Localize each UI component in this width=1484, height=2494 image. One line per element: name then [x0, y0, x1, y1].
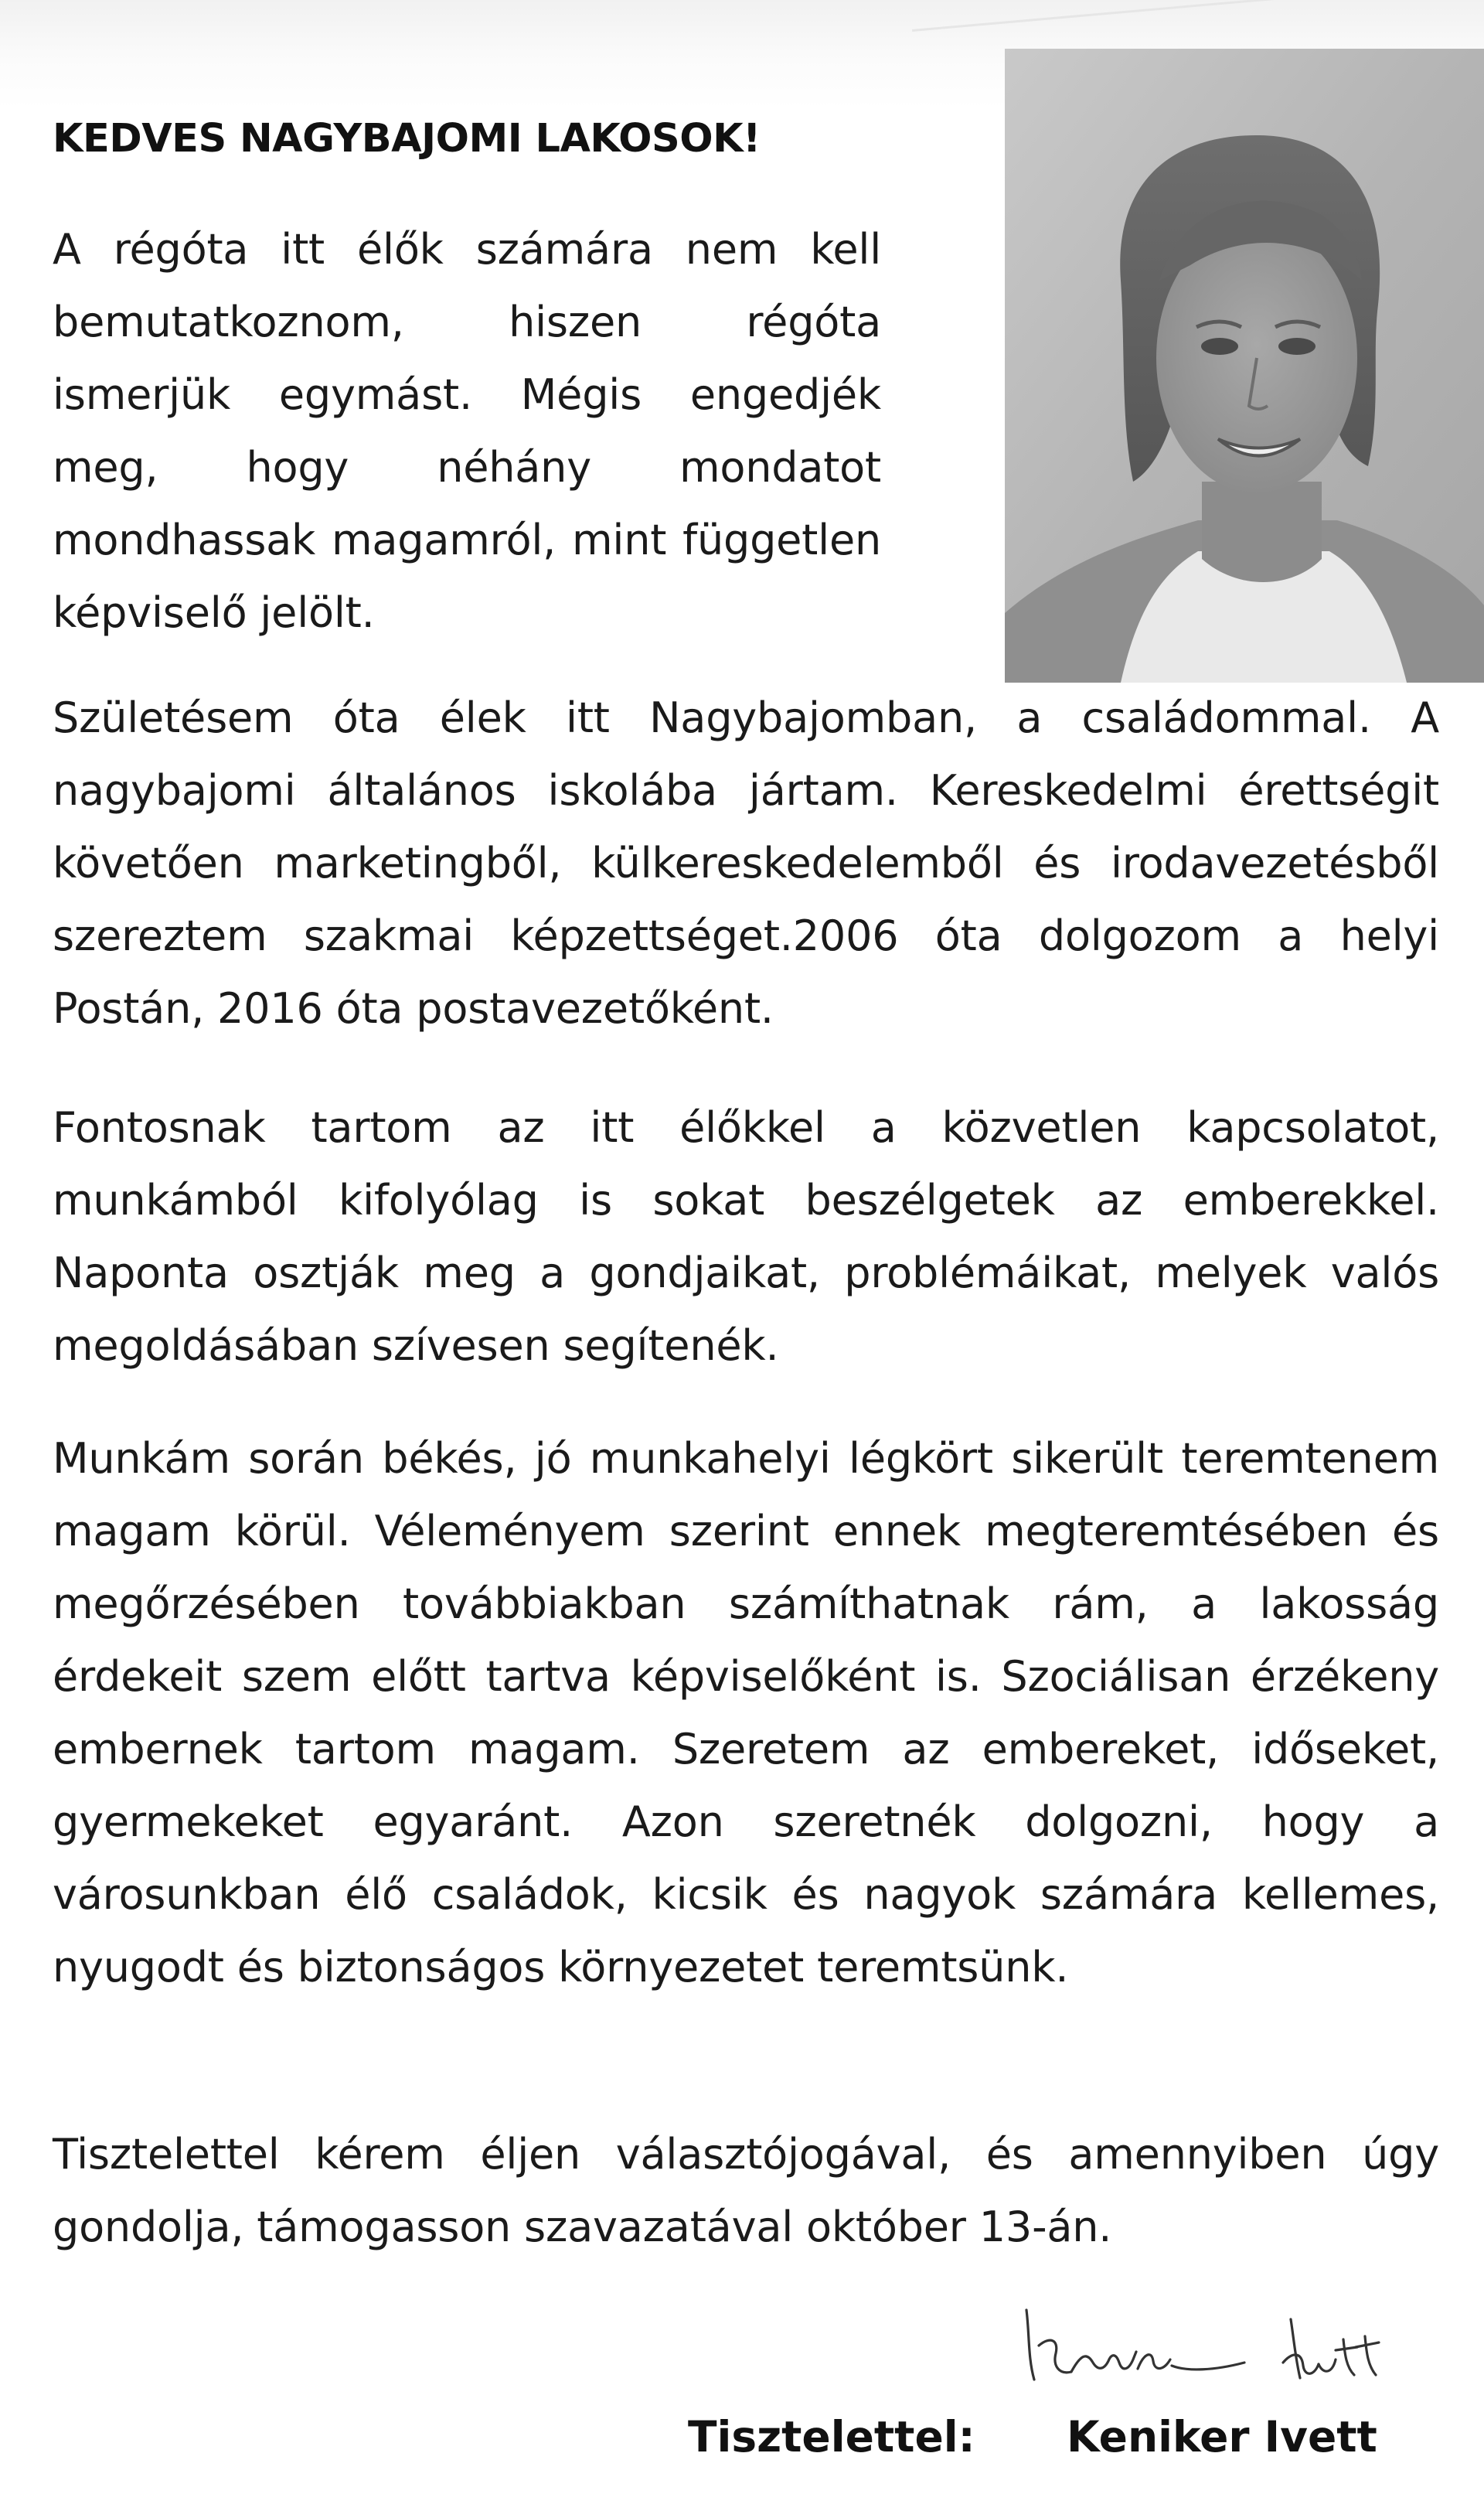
paragraph-contact: Fontosnak tartom az itt élőkkel a közvetlen kapcsolatot, munkámból kifolyólag is sokat beszélgetek az emberekkel. Naponta osztják meg a gondjaikat, problémáikat, melyek valós megoldásában szívesen segítenék.: [53, 1103, 1439, 1370]
closing-label: Tisztelettel:: [688, 2412, 975, 2462]
paragraph-work: Munkám során békés, jó munkahelyi légkört sikerült teremtenem magam körül. Véleményem szerint ennek megteremtésében és megőrzésében továbbiakban számíthatnak rám, a lakosság érdekeit szem előtt tartva képviselőként is. Szociálisan érzékeny embernek tartom magam. Szeretem az embereket, időseket, gyermekeket egyaránt. Azon szeretnék dolgozni, hogy a városunkban élő családok, kicsik és nagyok számára kellemes, nyugodt és biztonságos környezetet teremtsünk.: [53, 1434, 1439, 1991]
paragraph-appeal: Tisztelettel kérem éljen választójogával, és amennyiben úgy gondolja, támogasson szavazatával október 13-án.: [53, 2130, 1439, 2251]
handwritten-signature: [1013, 2288, 1414, 2404]
candidate-name: Keniker Ivett: [1067, 2412, 1377, 2462]
intro-paragraph: A régóta itt élők számára nem kell bemutatkoznom, hiszen régóta ismerjük egymást. Mégis engedjék meg, hogy néhány mondatot mondhassak magamról, mint független képviselő jelölt.: [53, 225, 881, 637]
greeting-heading: KEDVES NAGYBAJOMI LAKOSOK!: [53, 116, 761, 162]
paragraph-background: Születésem óta élek itt Nagybajomban, a családommal. A nagybajomi általános iskolába jártam. Kereskedelmi érettségit követően marketingből, külkereskedelemből és irodavezetésből szereztem szakmai képzettséget.2006 óta dolgozom a helyi Postán, 2016 óta postavezetőként.: [53, 693, 1439, 1033]
candidate-portrait: [1005, 49, 1484, 683]
